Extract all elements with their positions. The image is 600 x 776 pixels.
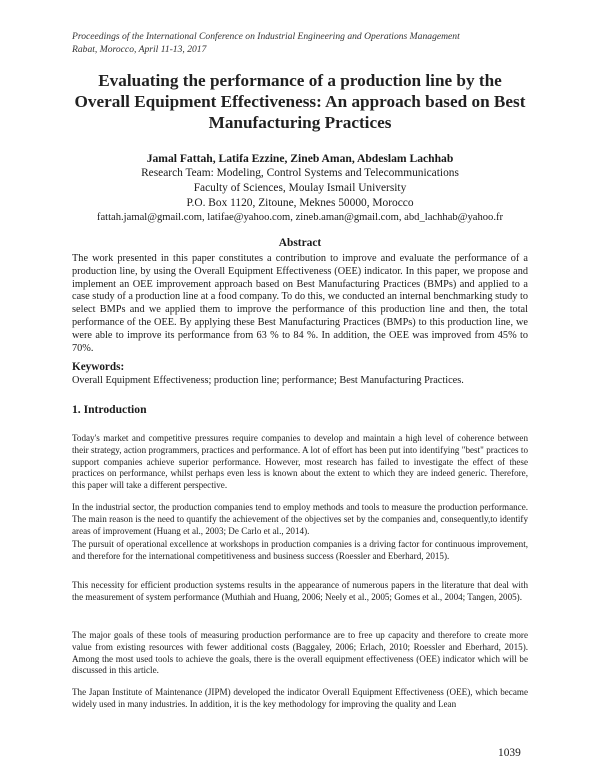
- intro-paragraph: Today's market and competitive pressures require companies to develop and maintain a high level of coherence between their strategy, action programmers, practices and performance. A lot of effort has been put into identifying "best" practices to support companies achieve superior performance. However, most research has failed to investigate the effect of these practices on performance, whilst perhaps even less is known about the extent to which they are indeed generic. Therefore, this paper will take a different perspective.: [72, 433, 528, 491]
- section-heading-introduction: 1. Introduction: [72, 403, 147, 416]
- affiliation-line3: P.O. Box 1120, Zitoune, Meknes 50000, Morocco: [186, 197, 414, 209]
- intro-paragraph: The pursuit of operational excellence at workshops in production companies is a driving factor for continuous improvement, and therefore for the international competitiveness and business success (Roessler and Eberhard, 2015).: [72, 539, 528, 561]
- conference-header-line2: Rabat, Morocco, April 11-13, 2017: [72, 44, 207, 55]
- intro-paragraph: This necessity for efficient production systems results in the appearance of numerous papers in the literature that deal with the measurement of system performance (Muthiah and Huang, 2006; Neely et al., 2005; Gomes et al., 2004; Tangen, 2005).: [72, 580, 528, 602]
- keywords-heading: Keywords:: [72, 361, 125, 373]
- author-emails: fattah.jamal@gmail.com, latifae@yahoo.com, zineb.aman@gmail.com, abd_lachhab@yahoo.fr: [96, 212, 504, 223]
- affiliation-line1: Research Team: Modeling, Control Systems and Telecommunications: [141, 167, 459, 179]
- conference-header-line1: Proceedings of the International Conference on Industrial Engineering and Operations Management: [72, 31, 460, 42]
- affiliation-line2: Faculty of Sciences, Moulay Ismail University: [193, 182, 407, 194]
- page-number: 1039: [498, 747, 521, 759]
- abstract-text: The work presented in this paper constitutes a contribution to improve and evaluate the performance of a production line, by using the Overall Equipment Effectiveness (OEE) indicator. In this paper, we propose and implement an OEE improvement approach based on Best Manufacturing Practices (BMPs) and applied to a case study of a production line at a food company. To do this, we conducted an internal benchmarking study to select BMPs and we applied them to improve the performance of this production line and then, the total performance of the OEE. By applying these Best Manufacturing Practices (BMPs) to this production line, we were able to improve its performance from 63 % to 84 %. In addition, the OEE was improved from 45% to 70%.: [72, 253, 528, 354]
- intro-paragraph: The Japan Institute of Maintenance (JIPM) developed the indicator Overall Equipment Effectiveness (OEE), which became widely used in many industries. In addition, it is the key methodology for improving the quality and Lean: [72, 687, 528, 709]
- intro-paragraph: In the industrial sector, the production companies tend to employ methods and tools to measure the production performance. The main reason is the need to quantify the achievement of the objectives set by the companies and, consequently,to identify areas of improvement (Huang et al., 2003; De Carlo et al., 2014).: [72, 502, 528, 536]
- author-list: Jamal Fattah, Latifa Ezzine, Zineb Aman, Abdeslam Lachhab: [146, 152, 454, 165]
- paper-title: Evaluating the performance of a production line by the Overall Equipment Effectiveness: An approach based on Best Manufacturing Practices: [74, 71, 526, 132]
- conference-header: [72, 30, 532, 56]
- affiliation: [72, 166, 528, 211]
- keywords-text: Overall Equipment Effectiveness; production line; performance; Best Manufacturing Practices.: [72, 375, 464, 386]
- abstract-heading: Abstract: [278, 237, 322, 249]
- intro-paragraph: The major goals of these tools of measuring production performance are to free up capacity and therefore to create more value from existing resources with fewer additional costs (Baggaley, 2006; Erlach, 2010; Roessler and Eberhard, 2015). Among the most used tools to achieve the goals, there is the overall equipment effectiveness (OEE) indicator which will be discussed in this article.: [72, 630, 528, 676]
